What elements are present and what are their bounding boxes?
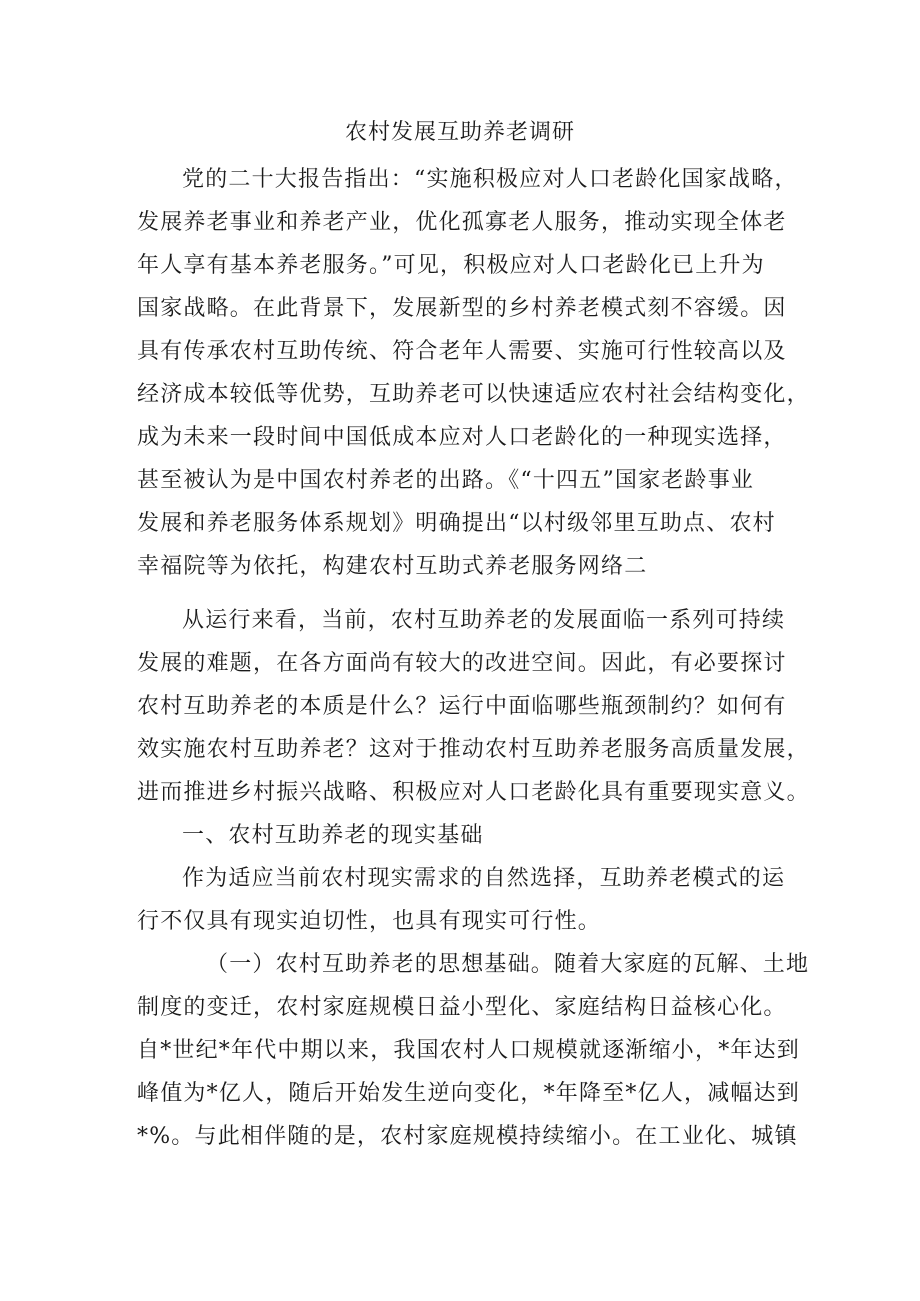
paragraph-1-line-1: 党的二十大报告指出：“实施积极应对人口老龄化国家战略， bbox=[182, 167, 798, 192]
paragraph-4-line-5: *%。与此相伴随的是，农村家庭规模持续缩小。在工业化、城镇 bbox=[137, 1124, 798, 1149]
paragraph-4-line-4: 峰值为*亿人，随后开始发生逆向变化，*年降至*亿人，减幅达到 bbox=[137, 1081, 801, 1106]
paragraph-1-line-5: 具有传承农村互助传统、符合老年人需要、实施可行性较高以及 bbox=[137, 339, 787, 364]
paragraph-1-line-10: 幸福院等为依托，构建农村互助式养老服务网络二 bbox=[137, 554, 648, 579]
paragraph-2-line-2: 发展的难题，在各方面尚有较大的改进空间。因此，有必要探讨 bbox=[137, 651, 787, 676]
paragraph-4-line-3: 自*世纪*年代中期以来，我国农村人口规模就逐渐缩小，*年达到 bbox=[137, 1038, 801, 1063]
paragraph-1-line-3: 年人享有基本养老服务。”可见，积极应对人口老龄化已上升为 bbox=[137, 253, 765, 278]
paragraph-1-line-9: 发展和养老服务体系规划》明确提出“以村级邻里互助点、农村 bbox=[137, 511, 776, 536]
document-title: 农村发展互助养老调研 bbox=[344, 120, 575, 145]
paragraph-1-line-7: 成为未来一段时间中国低成本应对人口老龄化的一种现实选择， bbox=[137, 425, 787, 450]
paragraph-3-line-1: 作为适应当前农村现实需求的自然选择，互助养老模式的运 bbox=[182, 866, 786, 891]
paragraph-2-line-1: 从运行来看，当前，农村互助养老的发展面临一系列可持续 bbox=[182, 608, 786, 633]
paragraph-1-line-6: 经济成本较低等优势，互助养老可以快速适应农村社会结构变化， bbox=[137, 382, 810, 407]
paragraph-3-line-2: 行不仅具有现实迫切性，也具有现实可行性。 bbox=[137, 909, 602, 934]
paragraph-4-line-2: 制度的变迁，农村家庭规模日益小型化、家庭结构日益核心化。 bbox=[137, 995, 787, 1020]
paragraph-2-line-3: 农村互助养老的本质是什么？运行中面临哪些瓶颈制约？如何有 bbox=[137, 694, 787, 719]
section-heading-1: 一、农村互助养老的现实基础 bbox=[182, 823, 484, 848]
paragraph-1-line-4: 国家战略。在此背景下，发展新型的乡村养老模式刻不容缓。因 bbox=[137, 296, 787, 321]
paragraph-2-line-4: 效实施农村互助养老？这对于推动农村互助养老服务高质量发展， bbox=[137, 737, 810, 762]
paragraph-1-line-2: 发展养老事业和养老产业，优化孤寡老人服务，推动实现全体老 bbox=[137, 210, 787, 235]
paragraph-4-line-1: （一）农村互助养老的思想基础。随着大家庭的瓦解、土地 bbox=[206, 952, 810, 977]
paragraph-1-line-8: 甚至被认为是中国农村养老的出路。《“十四五”国家老龄事业 bbox=[137, 468, 755, 493]
paragraph-2-line-5: 进而推进乡村振兴战略、积极应对人口老龄化具有重要现实意义。 bbox=[137, 780, 810, 805]
